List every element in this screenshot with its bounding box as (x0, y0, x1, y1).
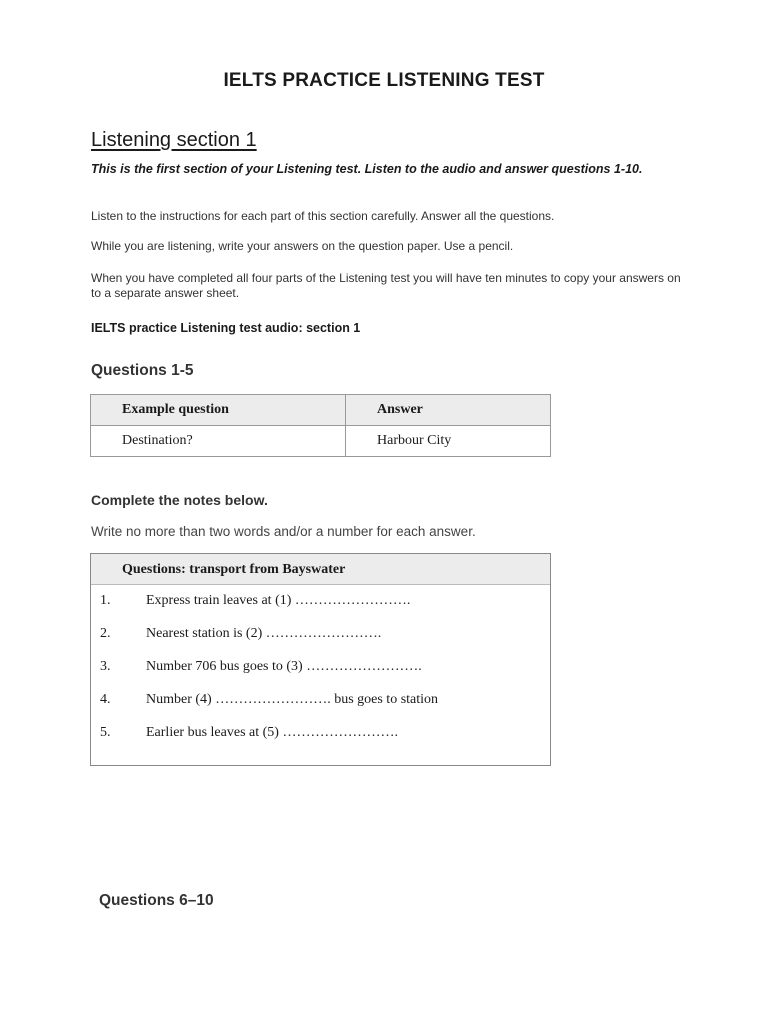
table-cell: Harbour City (346, 426, 551, 457)
example-table-header: Answer (346, 395, 551, 426)
table-row (91, 426, 551, 457)
audio-label: IELTS practice Listening test audio: section 1 (91, 321, 361, 335)
notes-header: Questions: transport from Bayswater (91, 554, 550, 585)
list-item (91, 725, 550, 745)
item-number: 3. (100, 659, 111, 674)
list-item (91, 659, 550, 679)
item-text: Earlier bus leaves at (5) ……………………. (146, 725, 398, 740)
complete-notes-heading: Complete the notes below. (91, 492, 268, 508)
example-table-header: Example question (91, 395, 346, 426)
item-number: 5. (100, 725, 111, 740)
notes-box (90, 553, 551, 766)
item-text: Number 706 bus goes to (3) ……………………. (146, 659, 422, 674)
section-heading: Listening section 1 (91, 129, 257, 151)
questions-6-10-heading: Questions 6–10 (99, 892, 214, 909)
table-cell: Destination? (91, 426, 346, 457)
list-item (91, 692, 550, 712)
answer-instruction: Write no more than two words and/or a number for each answer. (91, 524, 476, 539)
item-number: 1. (100, 593, 111, 608)
item-number: 2. (100, 626, 111, 641)
intro-instruction: This is the first section of your Listening test. Listen to the audio and answer questions 1-10. (91, 162, 643, 176)
questions-1-5-heading: Questions 1-5 (91, 362, 194, 379)
paragraph-instructions: Listen to the instructions for each part of this section carefully. Answer all the questions. (91, 209, 555, 223)
list-item (91, 593, 550, 613)
example-table (90, 394, 551, 457)
item-number: 4. (100, 692, 111, 707)
paragraph-answer-sheet: When you have completed all four parts of the Listening test you will have ten minutes to copy your answers on to a separate answer sheet. (91, 271, 681, 300)
item-text: Nearest station is (2) ……………………. (146, 626, 382, 641)
paragraph-pencil: While you are listening, write your answers on the question paper. Use a pencil. (91, 239, 514, 253)
item-text: Number (4) ……………………. bus goes to station (146, 692, 439, 707)
example-table-header-row (91, 395, 551, 426)
item-text: Express train leaves at (1) ……………………. (146, 593, 411, 608)
list-item (91, 626, 550, 646)
page-title: IELTS PRACTICE LISTENING TEST (223, 70, 545, 91)
